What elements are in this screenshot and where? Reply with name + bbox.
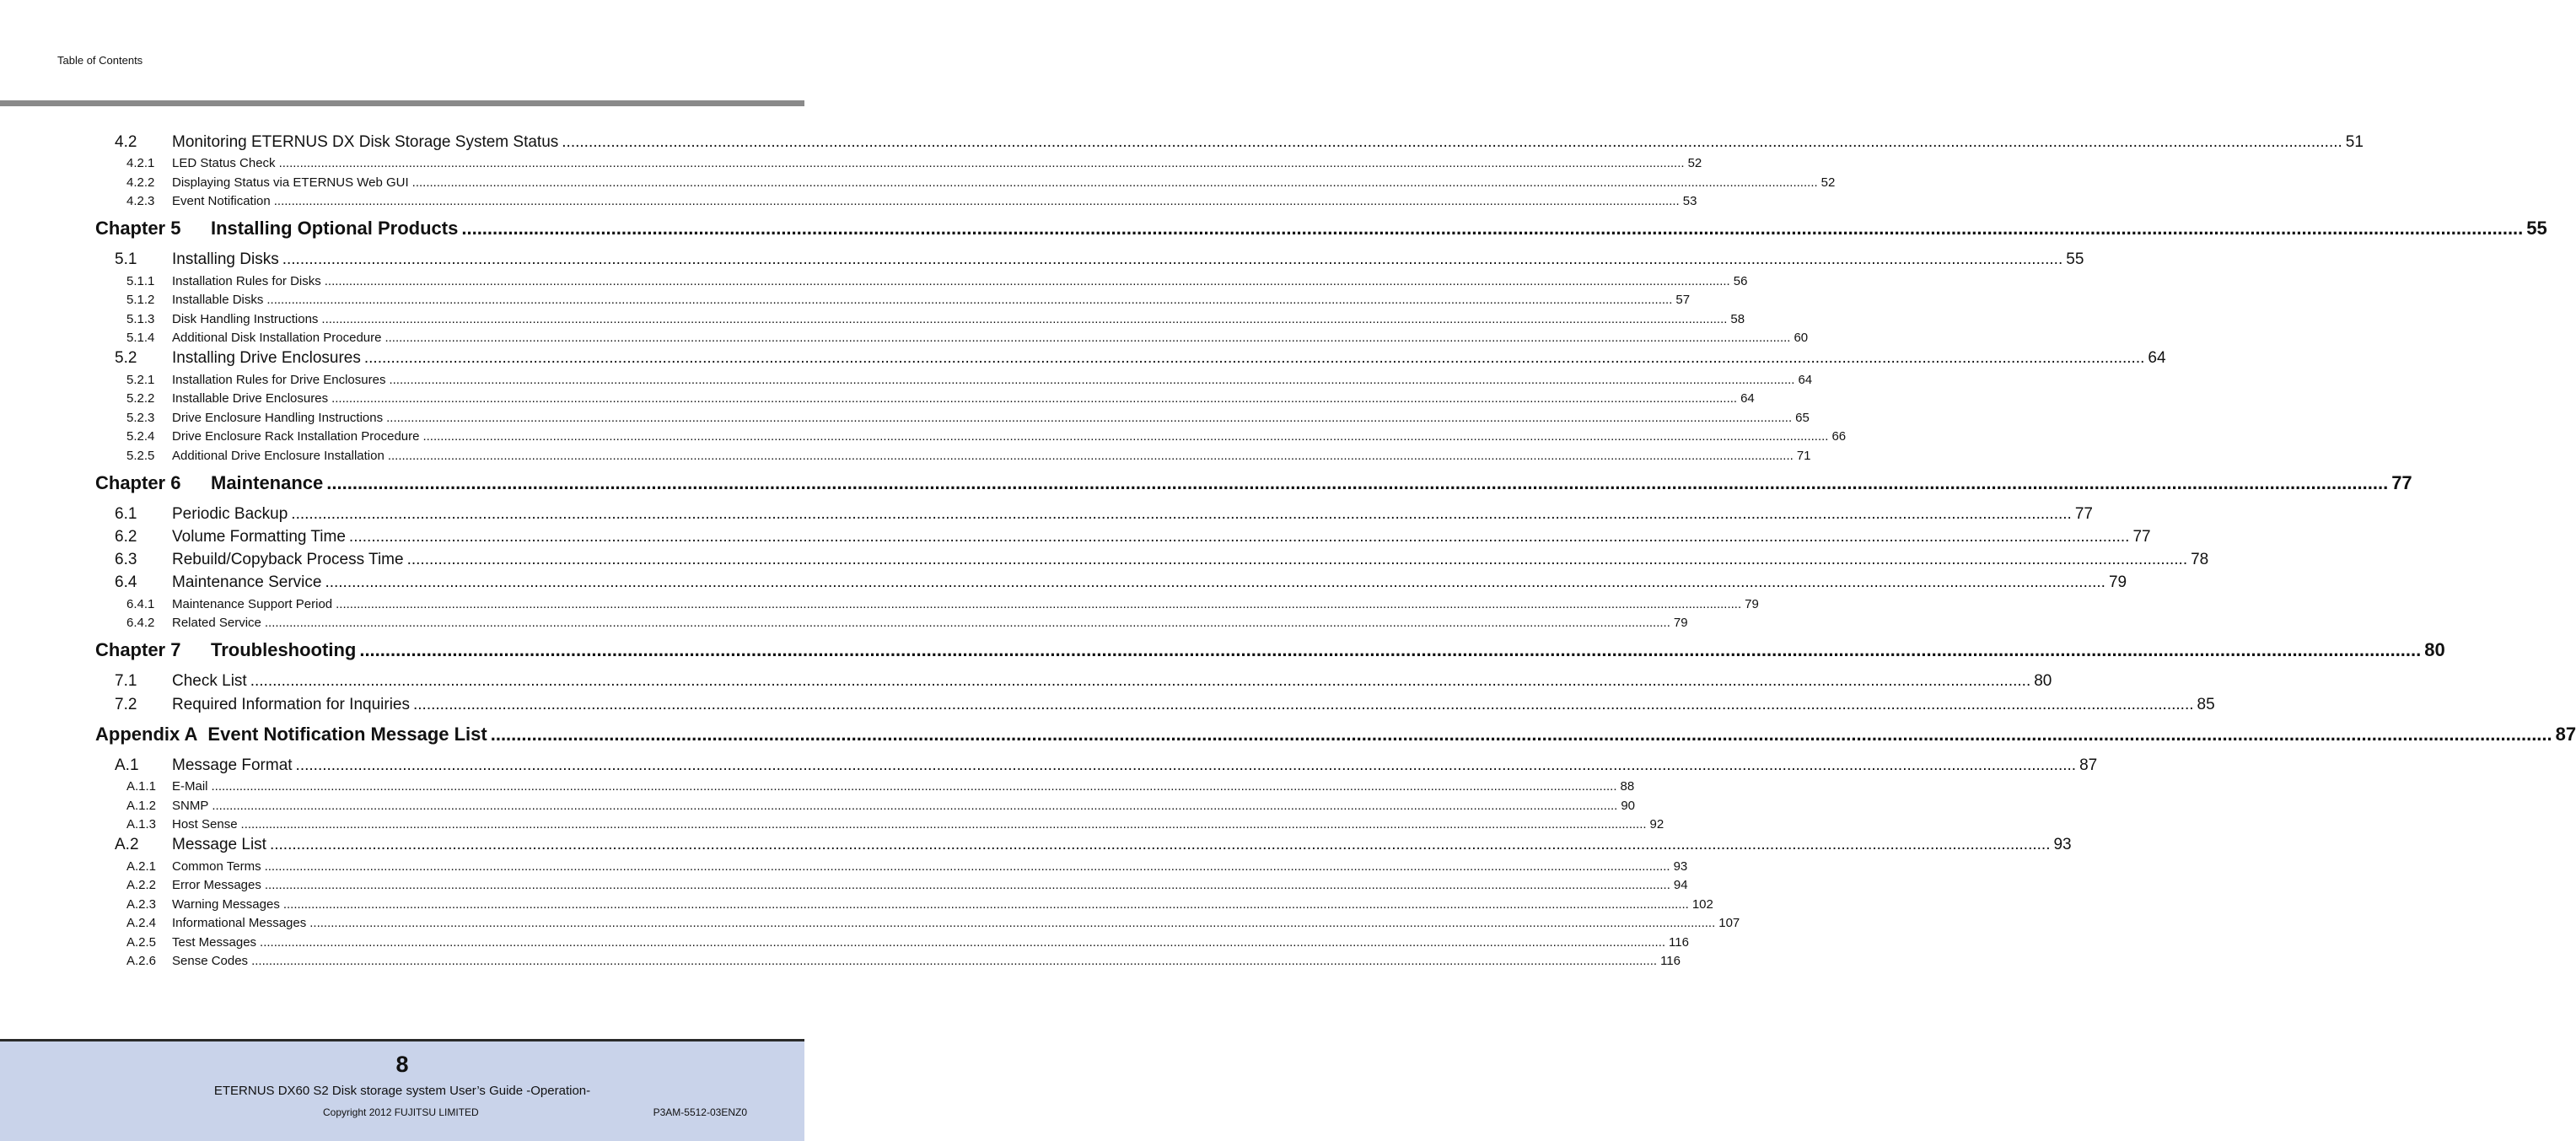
- toc-entry-title: Installing Optional Products: [211, 218, 459, 239]
- toc-dot-leader: ................................................................................................................................................................................................................................................................................................................................................................................................................: [282, 250, 2063, 268]
- document-code: P3AM-5512-03ENZ0: [653, 1106, 747, 1118]
- toc-dot-leader: ................................................................................................................................................................................................................................................................................................................................................................................................................: [386, 411, 1793, 425]
- toc-entry[interactable]: [0, 391, 1755, 406]
- toc-dot-leader: ................................................................................................................................................................................................................................................................................................................................................................................................................: [412, 696, 2194, 713]
- toc-entry-page: 102: [1691, 897, 1713, 912]
- toc-entry-page: 79: [2108, 573, 2127, 591]
- toc-entry-page: 92: [1649, 817, 1664, 832]
- page-number: 8: [395, 1052, 409, 1077]
- toc-entry[interactable]: [0, 175, 1836, 190]
- toc-dot-leader: ................................................................................................................................................................................................................................................................................................................................................................................................................: [264, 859, 1670, 874]
- toc-entry-page: 93: [1673, 859, 1688, 874]
- toc-dot-leader: ................................................................................................................................................................................................................................................................................................................................................................................................................: [282, 897, 1689, 912]
- toc-entry[interactable]: [0, 429, 1847, 444]
- toc-entry-number: A.2.5: [126, 935, 157, 950]
- toc-entry-title: Installation Rules for Drive Enclosures: [172, 373, 386, 387]
- toc-dot-leader: ................................................................................................................................................................................................................................................................................................................................................................................................................: [266, 293, 1673, 307]
- toc-dot-leader: ................................................................................................................................................................................................................................................................................................................................................................................................................: [336, 597, 1742, 611]
- toc-entry[interactable]: [0, 573, 2127, 592]
- toc-entry-title: Event Notification Message List: [207, 724, 487, 745]
- toc-dot-leader: ................................................................................................................................................................................................................................................................................................................................................................................................................: [325, 573, 2105, 591]
- toc-entry-number: A.1: [115, 756, 139, 774]
- toc-entry-number: Chapter 7: [95, 639, 181, 660]
- toc-dot-leader: ................................................................................................................................................................................................................................................................................................................................................................................................................: [295, 756, 2077, 774]
- toc-entry[interactable]: [0, 331, 1809, 345]
- toc-entry[interactable]: [0, 250, 2084, 269]
- toc-dot-leader: ................................................................................................................................................................................................................................................................................................................................................................................................................: [363, 349, 2145, 367]
- toc-entry-number: Chapter 6: [95, 472, 181, 493]
- toc-entry[interactable]: [0, 696, 2215, 714]
- toc-entry[interactable]: [0, 954, 1681, 968]
- toc-entry-title: Test Messages: [172, 935, 257, 950]
- toc-entry-page: 116: [1669, 935, 1689, 950]
- header-divider: [0, 100, 804, 106]
- toc-dot-leader: ................................................................................................................................................................................................................................................................................................................................................................................................................: [264, 616, 1670, 630]
- toc-entry[interactable]: [0, 878, 1688, 892]
- toc-entry[interactable]: [0, 133, 2364, 152]
- toc-entry-number: 7.1: [115, 672, 137, 690]
- toc-entry[interactable]: [0, 756, 2098, 775]
- toc-entry-page: 85: [2197, 696, 2215, 713]
- toc-entry-title: Disk Handling Instructions: [172, 312, 319, 326]
- toc-entry[interactable]: [0, 616, 1688, 630]
- toc-entry-title: Displaying Status via ETERNUS Web GUI: [172, 175, 409, 190]
- toc-dot-leader: ................................................................................................................................................................................................................................................................................................................................................................................................................: [251, 954, 1658, 968]
- toc-entry-page: 79: [1745, 597, 1759, 611]
- toc-entry-title: SNMP: [172, 799, 209, 813]
- toc-entry[interactable]: [0, 293, 1691, 307]
- toc-dot-leader: ................................................................................................................................................................................................................................................................................................................................................................................................................: [422, 429, 1829, 444]
- toc-entry-page: 93: [2053, 836, 2072, 853]
- toc-entry-number: 5.2.2: [126, 391, 155, 406]
- toc-entry-page: 79: [1673, 616, 1688, 630]
- toc-entry-number: Chapter 5: [95, 218, 181, 239]
- toc-entry-number: 5.2: [115, 349, 137, 367]
- toc-entry[interactable]: [0, 449, 1811, 463]
- toc-entry-page: 116: [1660, 954, 1681, 968]
- toc-entry-number: A.2: [115, 836, 139, 853]
- toc-dot-leader: ................................................................................................................................................................................................................................................................................................................................................................................................................: [359, 639, 2422, 660]
- toc-entry-page: 52: [1820, 175, 1836, 190]
- toc-dot-leader: ................................................................................................................................................................................................................................................................................................................................................................................................................: [411, 175, 1818, 190]
- toc-entry-title: Check List: [172, 672, 247, 690]
- toc-entry-number: 6.4.1: [126, 597, 155, 611]
- toc-entry-number: 5.2.3: [126, 411, 155, 425]
- toc-entry-page: 64: [2148, 349, 2166, 367]
- toc-entry[interactable]: [0, 916, 1740, 930]
- toc-entry[interactable]: [0, 373, 1813, 387]
- toc-entry-number: 6.1: [115, 505, 137, 523]
- toc-entry[interactable]: [0, 312, 1745, 326]
- toc-entry-title: Maintenance Service: [172, 573, 322, 591]
- toc-entry-number: 5.1.2: [126, 293, 155, 307]
- toc-entry-number: Appendix A: [95, 724, 198, 745]
- toc-entry-title: Error Messages: [172, 878, 261, 892]
- toc-dot-leader: ................................................................................................................................................................................................................................................................................................................................................................................................................: [326, 472, 2389, 493]
- toc-entry-number: 5.2.1: [126, 373, 155, 387]
- toc-entry[interactable]: [0, 639, 2445, 661]
- toc-entry-title: Installing Drive Enclosures: [172, 349, 361, 367]
- toc-entry-number: 7.2: [115, 696, 137, 713]
- toc-entry-title: Event Notification: [172, 194, 271, 208]
- toc-entry[interactable]: [0, 859, 1688, 874]
- toc-entry-title: Informational Messages: [172, 916, 307, 930]
- toc-entry[interactable]: [0, 799, 1636, 813]
- toc-entry-number: A.2.2: [126, 878, 157, 892]
- toc-entry-number: 5.1: [115, 250, 137, 268]
- page-footer: [0, 1039, 804, 1141]
- toc-entry-title: Sense Codes: [172, 954, 249, 968]
- toc-entry-number: 4.2: [115, 133, 137, 151]
- toc-entry-page: 77: [2074, 505, 2093, 523]
- toc-entry-page: 87: [2555, 724, 2576, 745]
- toc-entry-title: Installation Rules for Disks: [172, 274, 321, 288]
- toc-entry-number: 6.4.2: [126, 616, 155, 630]
- toc-entry-page: 66: [1831, 429, 1847, 444]
- toc-entry-number: 5.1.4: [126, 331, 155, 345]
- toc-entry-page: 57: [1675, 293, 1691, 307]
- toc-entry-number: 5.1.1: [126, 274, 155, 288]
- toc-entry-page: 80: [2034, 672, 2052, 690]
- toc-entry-title: Additional Disk Installation Procedure: [172, 331, 382, 345]
- toc-entry-page: 55: [2066, 250, 2084, 268]
- toc-entry[interactable]: [0, 724, 2576, 745]
- toc-entry-title: Drive Enclosure Rack Installation Procedure: [172, 429, 420, 444]
- toc-dot-leader: ................................................................................................................................................................................................................................................................................................................................................................................................................: [291, 505, 2072, 523]
- toc-entry-title: Common Terms: [172, 859, 261, 874]
- toc-entry[interactable]: [0, 156, 1702, 170]
- toc-entry[interactable]: [0, 505, 2093, 524]
- toc-entry-title: Rebuild/Copyback Process Time: [172, 551, 404, 568]
- toc-dot-leader: ................................................................................................................................................................................................................................................................................................................................................................................................................: [321, 312, 1728, 326]
- toc-dot-leader: ................................................................................................................................................................................................................................................................................................................................................................................................................: [211, 779, 1617, 794]
- copyright-notice: Copyright 2012 FUJITSU LIMITED: [323, 1106, 479, 1118]
- toc-dot-leader: ................................................................................................................................................................................................................................................................................................................................................................................................................: [461, 218, 2524, 239]
- toc-entry-title: Message List: [172, 836, 266, 853]
- toc-dot-leader: ................................................................................................................................................................................................................................................................................................................................................................................................................: [348, 528, 2130, 546]
- toc-entry-page: 53: [1682, 194, 1697, 208]
- toc-entry-title: Host Sense: [172, 817, 238, 832]
- toc-entry-title: Monitoring ETERNUS DX Disk Storage System Status: [172, 133, 559, 151]
- header-section-label: Table of Contents: [57, 54, 143, 67]
- toc-entry-page: 51: [2345, 133, 2364, 151]
- toc-entry[interactable]: [0, 897, 1713, 912]
- toc-entry-page: 58: [1730, 312, 1745, 326]
- toc-dot-leader: ................................................................................................................................................................................................................................................................................................................................................................................................................: [324, 274, 1730, 288]
- toc-entry-page: 77: [2391, 472, 2412, 493]
- toc-entry-number: 6.2: [115, 528, 137, 546]
- toc-entry[interactable]: [0, 817, 1664, 832]
- toc-entry[interactable]: [0, 779, 1635, 794]
- toc-entry-page: 78: [2191, 551, 2209, 568]
- toc-dot-leader: ................................................................................................................................................................................................................................................................................................................................................................................................................: [240, 817, 1647, 832]
- toc-entry-number: A.2.3: [126, 897, 157, 912]
- toc-entry-page: 64: [1740, 391, 1755, 406]
- toc-entry-title: Related Service: [172, 616, 261, 630]
- toc-entry-title: Additional Drive Enclosure Installation: [172, 449, 385, 463]
- toc-entry-title: Troubleshooting: [211, 639, 357, 660]
- toc-dot-leader: ................................................................................................................................................................................................................................................................................................................................................................................................................: [387, 449, 1794, 463]
- toc-entry-number: 4.2.1: [126, 156, 155, 170]
- toc-entry[interactable]: [0, 274, 1748, 288]
- toc-entry[interactable]: [0, 836, 2072, 854]
- toc-dot-leader: ................................................................................................................................................................................................................................................................................................................................................................................................................: [273, 194, 1680, 208]
- toc-entry[interactable]: [0, 672, 2052, 691]
- toc-entry-title: Required Information for Inquiries: [172, 696, 410, 713]
- toc-entry[interactable]: [0, 551, 2209, 569]
- toc-entry-title: Drive Enclosure Handling Instructions: [172, 411, 384, 425]
- toc-entry-number: 4.2.2: [126, 175, 155, 190]
- toc-entry-page: 60: [1794, 331, 1809, 345]
- toc-dot-leader: ................................................................................................................................................................................................................................................................................................................................................................................................................: [406, 551, 2188, 568]
- toc-entry-title: Periodic Backup: [172, 505, 288, 523]
- toc-entry-page: 88: [1620, 779, 1635, 794]
- toc-entry-title: Warning Messages: [172, 897, 280, 912]
- toc-dot-leader: ................................................................................................................................................................................................................................................................................................................................................................................................................: [264, 878, 1670, 892]
- toc-entry-page: 90: [1621, 799, 1636, 813]
- toc-entry-title: Installing Disks: [172, 250, 279, 268]
- toc-entry[interactable]: [0, 528, 2151, 546]
- toc-dot-leader: ................................................................................................................................................................................................................................................................................................................................................................................................................: [562, 133, 2342, 151]
- toc-dot-leader: ................................................................................................................................................................................................................................................................................................................................................................................................................: [309, 916, 1716, 930]
- toc-entry-number: 5.2.4: [126, 429, 155, 444]
- toc-entry-title: E-Mail: [172, 779, 208, 794]
- toc-entry[interactable]: [0, 194, 1697, 208]
- toc-entry-number: A.1.3: [126, 817, 157, 832]
- toc-entry[interactable]: [0, 935, 1689, 950]
- toc-dot-leader: ................................................................................................................................................................................................................................................................................................................................................................................................................: [260, 935, 1666, 950]
- toc-dot-leader: ................................................................................................................................................................................................................................................................................................................................................................................................................: [385, 331, 1791, 345]
- toc-entry-title: LED Status Check: [172, 156, 276, 170]
- toc-entry-number: 6.4: [115, 573, 137, 591]
- toc-entry[interactable]: [0, 411, 1810, 425]
- toc-entry-page: 52: [1687, 156, 1702, 170]
- toc-entry-title: Installable Disks: [172, 293, 264, 307]
- toc-entry-number: A.1.1: [126, 779, 157, 794]
- toc-entry-page: 65: [1795, 411, 1810, 425]
- toc-dot-leader: ................................................................................................................................................................................................................................................................................................................................................................................................................: [212, 799, 1618, 813]
- toc-entry-page: 71: [1796, 449, 1811, 463]
- toc-entry-page: 64: [1798, 373, 1813, 387]
- document-title: ETERNUS DX60 S2 Disk storage system User’s Guide -Operation-: [213, 1084, 591, 1098]
- toc-entry-title: Maintenance: [211, 472, 324, 493]
- toc-entry-number: 4.2.3: [126, 194, 155, 208]
- toc-entry[interactable]: [0, 218, 2547, 240]
- toc-entry-page: 87: [2079, 756, 2098, 774]
- toc-entry-number: A.1.2: [126, 799, 157, 813]
- toc-entry-number: 6.3: [115, 551, 137, 568]
- toc-entry-page: 77: [2132, 528, 2151, 546]
- toc-entry-number: A.2.6: [126, 954, 157, 968]
- toc-entry[interactable]: [0, 349, 2166, 368]
- toc-entry-title: Message Format: [172, 756, 293, 774]
- toc-dot-leader: ................................................................................................................................................................................................................................................................................................................................................................................................................: [269, 836, 2051, 853]
- toc-dot-leader: ................................................................................................................................................................................................................................................................................................................................................................................................................: [278, 156, 1685, 170]
- toc-entry[interactable]: [0, 597, 1759, 611]
- toc-entry-number: 5.1.3: [126, 312, 155, 326]
- toc-dot-leader: ................................................................................................................................................................................................................................................................................................................................................................................................................: [331, 391, 1738, 406]
- toc-entry-number: 5.2.5: [126, 449, 155, 463]
- toc-entry-number: A.2.1: [126, 859, 157, 874]
- toc-entry-page: 94: [1673, 878, 1688, 892]
- toc-entry-title: Installable Drive Enclosures: [172, 391, 329, 406]
- toc-entry-number: A.2.4: [126, 916, 157, 930]
- toc-entry-page: 107: [1718, 916, 1740, 930]
- toc-entry-page: 56: [1733, 274, 1748, 288]
- toc-entry[interactable]: [0, 472, 2412, 494]
- toc-entry-title: Maintenance Support Period: [172, 597, 333, 611]
- toc-dot-leader: ................................................................................................................................................................................................................................................................................................................................................................................................................: [250, 672, 2031, 690]
- toc-entry-page: 55: [2526, 218, 2547, 239]
- toc-dot-leader: ................................................................................................................................................................................................................................................................................................................................................................................................................: [389, 373, 1795, 387]
- toc-entry-page: 80: [2424, 639, 2445, 660]
- toc-entry-title: Volume Formatting Time: [172, 528, 346, 546]
- toc-dot-leader: ................................................................................................................................................................................................................................................................................................................................................................................................................: [490, 724, 2552, 745]
